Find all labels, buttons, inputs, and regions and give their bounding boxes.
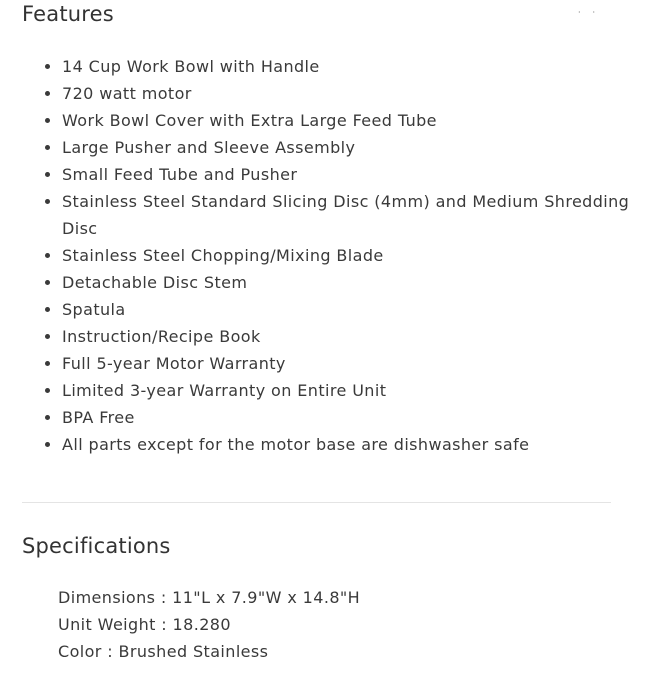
- section-divider: [22, 502, 611, 503]
- list-item: Stainless Steel Standard Slicing Disc (4mm) and Medium Shredding Disc: [62, 188, 646, 242]
- list-item: 720 watt motor: [62, 80, 646, 107]
- features-heading: Features: [22, 2, 114, 26]
- spec-color: Color : Brushed Stainless: [58, 642, 269, 661]
- list-item: Spatula: [62, 296, 646, 323]
- list-item: Small Feed Tube and Pusher: [62, 161, 646, 188]
- specifications-heading: Specifications: [22, 534, 171, 558]
- list-item: Full 5-year Motor Warranty: [62, 350, 646, 377]
- spec-unit-weight: Unit Weight : 18.280: [58, 615, 231, 634]
- list-item: Stainless Steel Chopping/Mixing Blade: [62, 242, 646, 269]
- specifications-list: [58, 584, 360, 665]
- dots-icon: ··: [578, 8, 608, 17]
- list-item: Detachable Disc Stem: [62, 269, 646, 296]
- list-item: Large Pusher and Sleeve Assembly: [62, 134, 646, 161]
- spec-dimensions: Dimensions : 11"L x 7.9"W x 14.8"H: [58, 588, 361, 607]
- list-item: Work Bowl Cover with Extra Large Feed Tube: [62, 107, 646, 134]
- list-item: BPA Free: [62, 404, 646, 431]
- list-item: 14 Cup Work Bowl with Handle: [62, 53, 646, 80]
- features-list: [0, 53, 646, 458]
- list-item: Limited 3-year Warranty on Entire Unit: [62, 377, 646, 404]
- list-item: All parts except for the motor base are dishwasher safe: [62, 431, 646, 458]
- list-item: Instruction/Recipe Book: [62, 323, 646, 350]
